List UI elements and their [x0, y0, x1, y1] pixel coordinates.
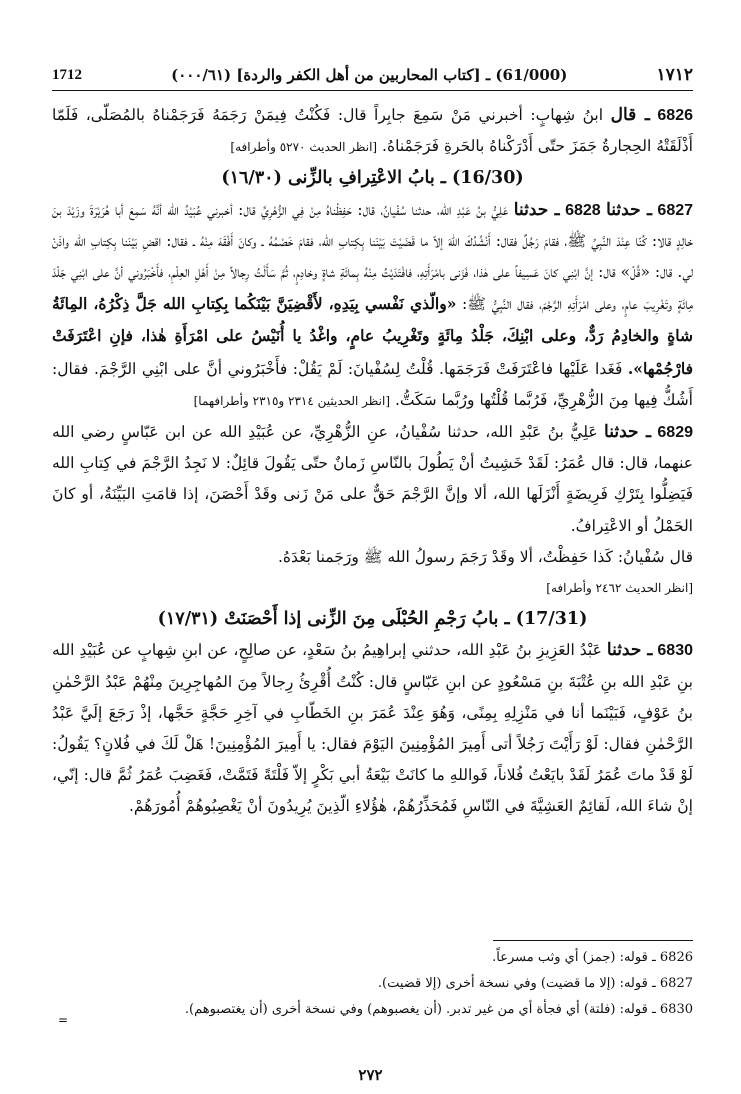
hadith-number: 6826 — [657, 107, 693, 124]
footnote: 6826 ـ قوله: (جمز) أي وثب مسرعاً. — [492, 950, 693, 965]
footnote: 6827 ـ قوله: (إلا ما قضيت) وفي نسخة أخرى (إلا قضيت). — [377, 976, 693, 991]
footnote-divider — [493, 940, 693, 941]
hadith-number: 6827 — [657, 201, 694, 219]
hadith-text: عَلِيُّ بنُ عَبْدِ الله، حدثنا سُفْيانُ، قال: حَفِظْناهُ مِنْ فِي الزُّهْرِيِّ قال: أخبرني عُبَيْدُ الله أنَّهُ سَمِعَ أبا هُرَيْرَةَ وزَيْدَ بنَ خالِدٍ قالا: كُنّا عِنْدَ النَّبِيِّ ﷺ، فقامَ رَجُلٌ فقال: أَنْشُدُكَ اللهَ إلاّ ما قَضَيْتَ بَيْنَنا بِكِتابِ الله، فقامَ خَصْمُهُ ـ وكانَ أَفْقَهَ مِنْهُ ـ فقال: اقضِ بَيْنَنا بِكِتابِ الله واذَنْ لي. قال: «قُلْ» قال: إنَّ ابْنِي كانَ عَسِيفاً على هٰذا، فَزَنى بامْرَأَتِهِ، فافْتَدَيْتُ مِنْهُ بِمائَةِ شاةٍ وخادِمٍ، ثُمَّ سَأَلْتُ رِجالاً مِنْ أَهْلِ العِلْمِ، فأَخْبَرُوني أنَّ على ابْنِي جَلْدَ مِائَةٍ وتَغْرِيبَ عامٍ، وعلى امْرَأَتِهِ الرَّجْمَ، فقال النَّبِيُّ ﷺ: — [52, 200, 693, 314]
hadith-keyword: ـ حدثنا — [606, 640, 653, 661]
hadith-text: ابنُ شِهابٍ: أخبرني مَنْ سَمِعَ جابِراً قال: فَكُنْتُ فِيمَنْ رَجَمَهُ فَرَجَمْناهُ بالمُصَلّى، فَلَمّا أَذْلَقَتْهُ الحِجارةُ جَمَزَ حتّى أَدْرَكْناهُ بالحَرةِ فَرَجَمْناهُ. — [52, 106, 693, 156]
hadith-number: 6830 — [657, 642, 693, 660]
footnote: 6830 ـ قوله: (فلتة) أي فجأة أي من غير تدبر. (أن يغصبوهم) وفي نسخة أخرى (أن يغتصبوهم). — [184, 1002, 693, 1017]
hadith-keyword-2: ـ حدثنا — [513, 199, 560, 220]
margin-continuation-mark: = — [58, 1013, 69, 1027]
hadith-reference: [انظر الحديث ٥٢٧٠ وأطرافه] — [230, 140, 378, 155]
hadith-number: 6829 — [657, 424, 693, 442]
header-page-latin: 1712 — [52, 66, 82, 83]
hadith-keyword: ـ حدثنا — [604, 422, 651, 443]
header-page-arabic: ١٧١٢ — [656, 65, 693, 85]
chapter-heading: (16/30) ـ بابُ الاعْتِرافِ بالزِّنى (١٦/٣٠) — [221, 168, 524, 189]
running-header — [52, 60, 693, 91]
hadith-6829-note: قال سُفْيانُ: كَذا حَفِظْتُ، ألا وقَدْ رَجَمَ رسولُ الله ﷺ ورَجَمنا بَعْدَهُ. — [278, 547, 693, 566]
hadith-text: عَلِيُّ بنُ عَبْدِ الله، حدثنا سُفْيانُ، عنِ الزُّهْرِيِّ، عن عُبَيْدِ الله عن ابن عَبّاسٍ رضي الله عنهما، قال: قال عُمَرُ: لَقَدْ خَشِيتُ أنْ يَطُولَ بالنّاسِ زَمانٌ حتّى يَقُولَ قائِلٌ: لا نَجِدُ الرَّجْمَ في كِتابِ الله فَيَضِلُّوا بِتَرْكِ فَرِيضَةٍ أَنْزَلَها الله، ألا وإنَّ الرَّجْمَ حَقٌّ على مَنْ زَنى وقَدْ أَحْصَنَ، إذا قامَتِ البَيِّنَةُ، أو كانَ الحَمْلُ أو الاعْتِرافُ. — [52, 423, 693, 535]
hadith-text-cont: فَغَدا عَلَيْها فاعْتَرَفَتْ فَرَجَمَها. قُلْتُ لِسُفْيانَ: لَمْ يَقُلْ: فأَخْبَرُوني أنَّ على ابْنِي الرَّجْمَ. فقال: أَشُكُّ فِيها مِنَ الزُّهْرِيِّ، فَرُبَّما قُلْتُها ورُبَّما سَكَتُّ. — [52, 359, 693, 409]
hadith-6827 — [52, 195, 693, 417]
hadith-keyword: ـ حدثنا — [606, 199, 652, 220]
hadith-text: عَبْدُ العَزِيزِ بنُ عَبْدِ الله، حدثني إبراهِيمُ بنُ سَعْدٍ، عن صالِحٍ، عن ابنِ شِهابٍ عن عُبَيْدِ الله بنِ عَبْدِ الله بنِ عُتْبَةَ بنِ مَسْعُودٍ عن ابنِ عَبّاسٍ قال: كُنْتُ أُقْرِئُ رِجالاً مِنَ المُهاجِرِينَ مِنْهُمْ عَبْدُ الرَّحْمٰنِ بنُ عَوْفٍ، فَبَيْنَما أنا في مَنْزِلِهِ بِمِنًى، وَهُوَ عِنْدَ عُمَرَ بنِ الخَطّابِ في آخِرِ حَجَّةٍ حَجَّها، إذْ رَجَعَ إلَيَّ عَبْدُ الرَّحْمٰنِ فقال: لَوْ رَأَيْتَ رَجُلاً أتى أَمِيرَ المُؤْمِنِينَ اليَوْمَ فقال: يا أَمِيرَ المُؤْمِنِينَ! هَلْ لَكَ في فُلانٍ؟ يَقُولُ: لَوْ قَدْ ماتَ عُمَرُ لَقَدْ بايَعْتُ فُلاناً، فَواللهِ ما كانَتْ بَيْعَةُ أبي بَكْرٍ إلاّ فَلْتَةً فَتَمَّتْ، فَغَضِبَ عُمَرُ ثُمَّ قال: إنّي، إنْ شاءَ الله، لَقائِمٌ العَشِيَّةَ في النّاسِ فَمُحَذِّرُهُمْ، هٰؤُلاءِ الّذِينَ يُرِيدُونَ أنْ يَغْصِبُوهُمْ أُمُورَهُمْ. — [52, 641, 693, 816]
hadith-reference: [انظر الحديثين ٢٣١٤ و٢٣١٥ وأطرافهما] — [193, 393, 390, 408]
prophet-quote: «والّذي نَفْسي بِيَدِهِ، لأَقْضِيَنَّ بَيْنَكُما بِكِتابِ الله جَلَّ ذِكْرُهُ، المِائَةُ شاةٍ والخادِمُ رَدٌّ، وعلى ابْنِكَ، جَلْدُ مِائَةٍ وتَغْرِيبُ عامٍ، واغْدُ يا أُنَيْسُ على امْرَأَةِ هٰذا، فإنِ اعْتَرَفَتْ فارْجُمْها». — [52, 294, 693, 378]
hadith-reference: [انظر الحديث ٢٤٦٢ وأطرافه] — [546, 581, 693, 596]
hadith-number-2: 6828 — [565, 201, 601, 219]
hadith-keyword: ـ قال — [610, 105, 650, 125]
hadith-6829 — [52, 417, 693, 542]
page-number: ٢٧٢ — [358, 1066, 383, 1084]
page-body — [52, 100, 693, 823]
footnotes — [52, 940, 693, 1023]
hadith-6830 — [52, 635, 693, 822]
hadith-6826 — [52, 100, 693, 163]
header-title: (61/000) ـ [كتاب المحاربين من أهل الكفر والردة] (٠٠٠/٦١) — [171, 66, 568, 84]
chapter-heading: (17/31) ـ بابُ رَجْمِ الحُبْلَى مِنَ الزِّنى إذا أَحْصَنَتْ (١٧/٣١) — [157, 609, 588, 630]
